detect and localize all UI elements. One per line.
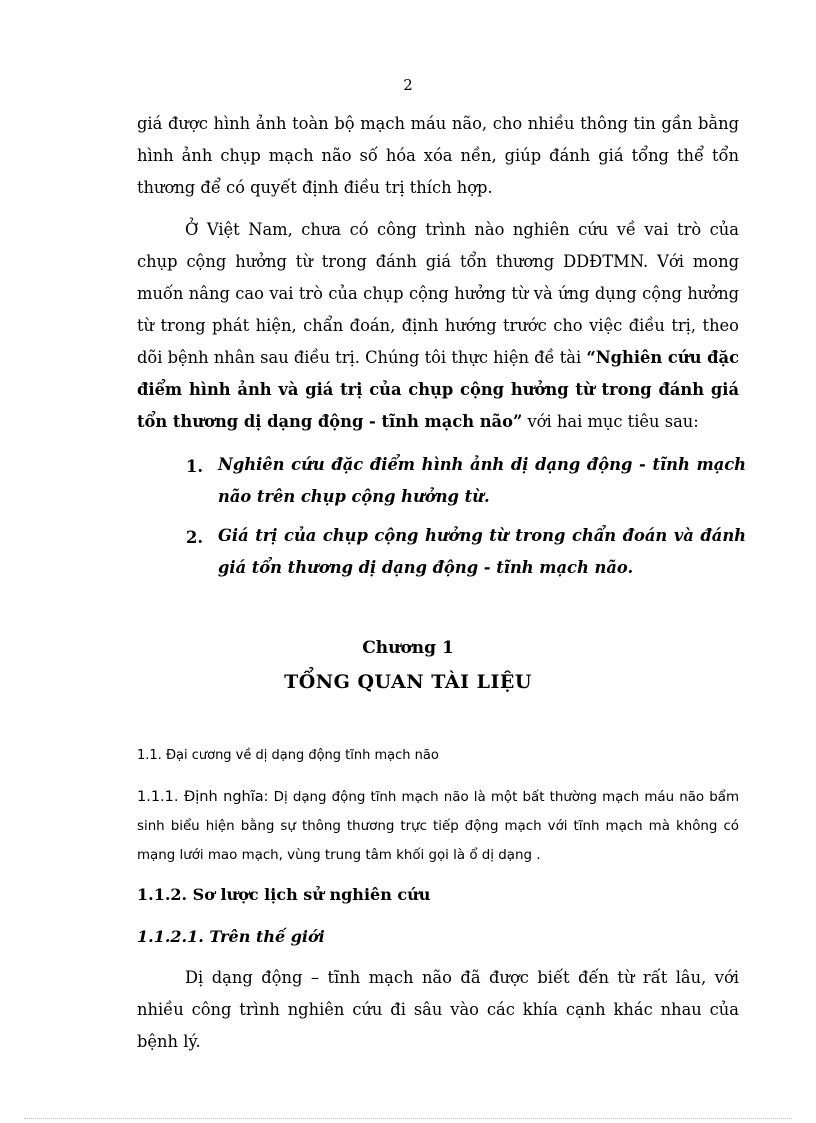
chapter-title: TỔNG QUAN TÀI LIỆU: [284, 671, 532, 693]
objective-text: Nghiên cứu đặc điểm hình ảnh dị dạng động - tĩnh mạch não trên chụp cộng hưởng từ.: [218, 455, 746, 506]
definition-paragraph: [137, 783, 739, 870]
footer-divider: [24, 1118, 792, 1119]
paragraph-purpose: [137, 214, 739, 438]
chapter-label: Chương 1: [362, 638, 454, 658]
purpose-text: Ở Việt Nam, chưa có công trình nào nghiên cứu về vai trò của chụp cộng hưởng từ trong đánh giá tổn thương DDĐTMN. Với mong muốn nâng cao vai trò của chụp cộng hưởng từ và ứng dụng cộng hưởng từ trong phát hiện, chẩn đoán, định hướng trước cho việc điều trị, theo dõi bệnh nhân sau điều trị. Chúng tôi thực hiện đề tài: [137, 220, 739, 367]
purpose-tail: với hai mục tiêu sau:: [522, 412, 699, 431]
page-number: 2: [403, 76, 413, 94]
paragraph-intro: giá được hình ảnh toàn bộ mạch máu não, cho nhiều thông tin gần bằng hình ảnh chụp mạch não số hóa xóa nền, giúp đánh giá tổng thể tổn thương để có quyết định điều trị thích hợp.: [137, 114, 739, 197]
definition-label: 1.1.1. Định nghĩa:: [137, 789, 269, 805]
subsection-heading: 1.1.2. Sơ lược lịch sử nghiên cứu: [137, 885, 431, 904]
section-heading: 1.1. Đại cương về dị dạng động tĩnh mạch não: [137, 748, 439, 763]
definition-text: Dị dạng động tĩnh mạch não là một bất thường mạch máu não bẩm sinh biểu hiện bằng sự thông thương trực tiếp động mạch với tĩnh mạch mà không có mạng lưới mao mạch, vùng trung tâm khối gọi là ổ dị dạng .: [137, 790, 739, 863]
subsubsection-heading: 1.1.2.1. Trên thế giới: [137, 927, 325, 946]
paragraph-history: Dị dạng động – tĩnh mạch não đã được biết đến từ rất lâu, với nhiều công trình nghiên cứu đi sâu vào các khía cạnh khác nhau của bệnh lý.: [137, 968, 739, 1051]
objective-item: [186, 520, 746, 584]
objective-number: 1.: [186, 457, 203, 476]
objective-number: 2.: [186, 528, 203, 547]
objective-item: [186, 449, 746, 513]
objective-text: Giá trị của chụp cộng hưởng từ trong chẩn đoán và đánh giá tổn thương dị dạng động - tĩnh mạch não.: [218, 526, 746, 577]
thesis-title: “Nghiên cứu đặc điểm hình ảnh và giá trị của chụp cộng hưởng từ trong đánh giá tổn thương dị dạng động - tĩnh mạch não”: [137, 348, 739, 431]
